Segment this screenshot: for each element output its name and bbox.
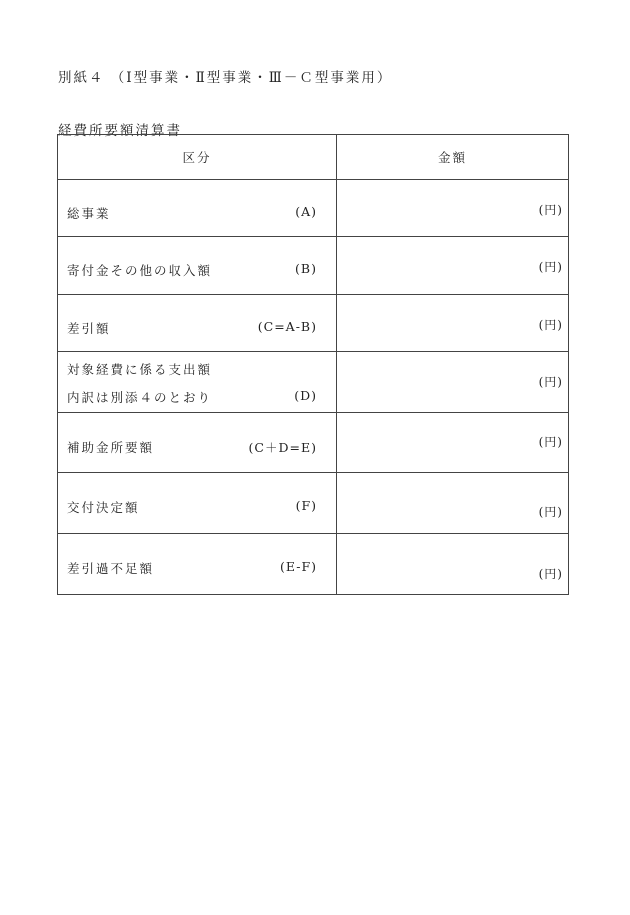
row-label: 差引過不足額 [67, 561, 155, 576]
attachment-header: 別紙４ （Ⅰ型事業・Ⅱ型事業・Ⅲ－Ｃ型事業用） [58, 70, 393, 86]
row-label: 対象経費に係る支出額 [67, 362, 213, 377]
category-column-header: 区分 [58, 135, 337, 180]
table-row [58, 237, 569, 295]
row-code: (D) [294, 388, 317, 403]
row-label: 交付決定額 [67, 500, 140, 515]
amount-cell [337, 473, 569, 534]
table-row [58, 295, 569, 352]
row-code: (E-F) [279, 559, 317, 574]
row-sublabel: 内訳は別添４のとおり [67, 390, 213, 405]
row-code: (C＋D=E) [248, 440, 317, 455]
expense-settlement-table [57, 134, 569, 595]
row-label: 寄付金その他の収入額 [67, 263, 213, 278]
table-row [58, 180, 569, 237]
table-header-row [58, 135, 569, 180]
table-row [58, 352, 569, 413]
yen-unit: (円) [538, 318, 563, 332]
yen-unit: (円) [538, 375, 563, 389]
yen-unit: (円) [538, 435, 563, 449]
amount-cell [337, 295, 569, 352]
category-cell [58, 534, 337, 595]
category-cell [58, 180, 337, 237]
table-row [58, 473, 569, 534]
yen-unit: (円) [538, 567, 563, 581]
amount-cell [337, 413, 569, 473]
table-row [58, 534, 569, 595]
row-code: (A) [295, 204, 317, 219]
row-label: 総事業 [67, 206, 111, 221]
row-code: (C=A-B) [257, 319, 317, 334]
amount-column-header: 金額 [337, 135, 569, 180]
category-cell [58, 237, 337, 295]
amount-cell [337, 180, 569, 237]
row-label: 補助金所要額 [67, 440, 155, 455]
row-code: (F) [295, 498, 317, 513]
category-cell [58, 295, 337, 352]
yen-unit: (円) [538, 260, 563, 274]
amount-cell [337, 237, 569, 295]
row-label: 差引額 [67, 321, 111, 336]
amount-cell [337, 534, 569, 595]
row-code: (B) [295, 261, 317, 276]
category-cell [58, 352, 337, 413]
document-title: 経費所要額清算書 [58, 123, 182, 139]
amount-cell [337, 352, 569, 413]
yen-unit: (円) [538, 505, 563, 519]
table-row [58, 413, 569, 473]
yen-unit: (円) [538, 203, 563, 217]
category-cell [58, 473, 337, 534]
category-cell [58, 413, 337, 473]
